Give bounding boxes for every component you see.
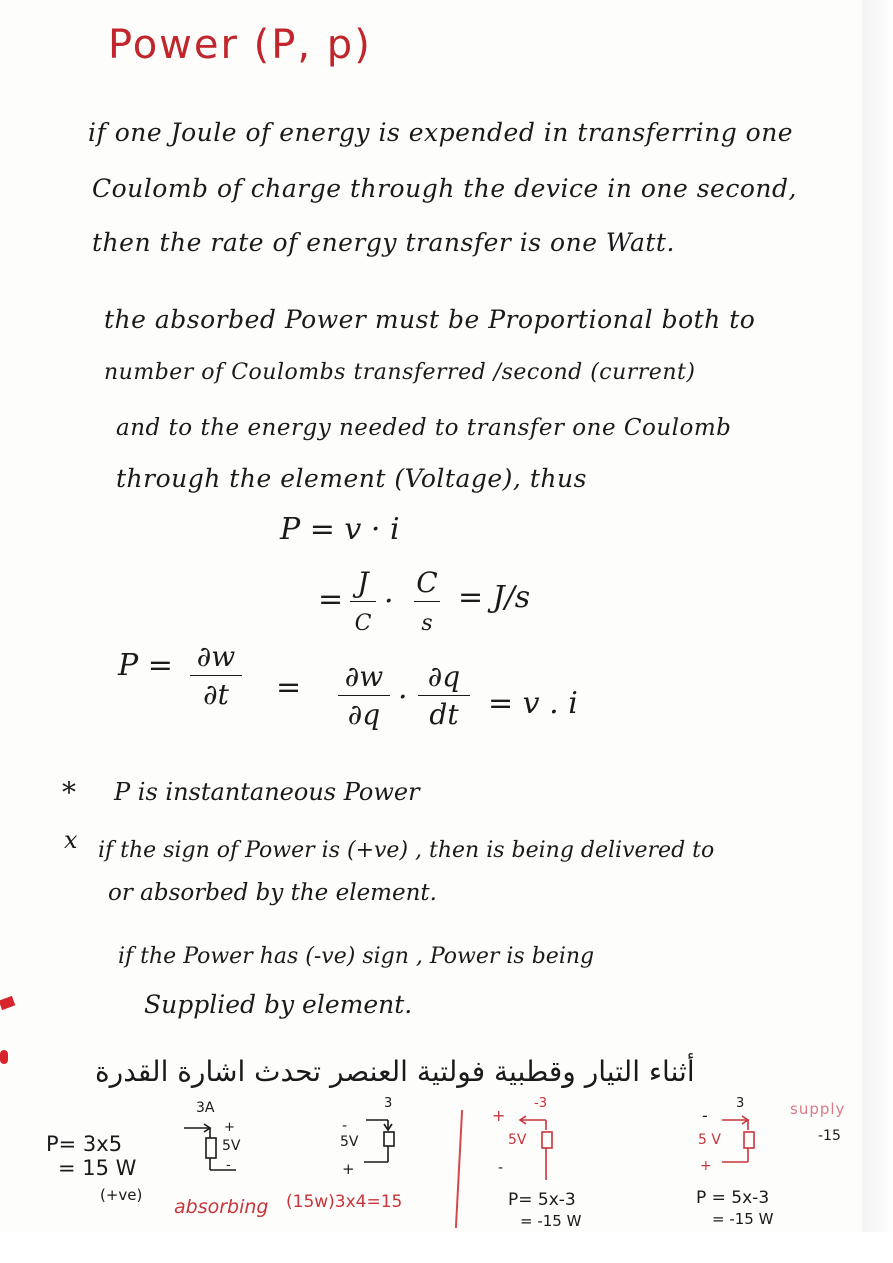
note2-line1: if the sign of Power is (+ve) , then is being delivered to: [98, 838, 715, 863]
paragraph1-line1: if one Joule of energy is expended in transferring one: [88, 118, 794, 147]
circuit3-minus: -: [498, 1160, 504, 1176]
circuit4-plus: +: [700, 1158, 712, 1174]
eq3-f2-den: ∂q: [347, 698, 381, 731]
eq3-equals: =: [276, 670, 302, 705]
note1-bullet: *: [62, 776, 76, 809]
circuit1-minus: -: [226, 1158, 231, 1173]
eq2-equals: =: [318, 582, 344, 617]
eq2-f1-num: J: [357, 566, 369, 599]
page-title: Power (P, p): [108, 22, 372, 68]
absorbing-calc: (15w)3x4=15: [286, 1192, 403, 1212]
page-edge: [862, 0, 893, 1263]
example4-calc-line2: = -15 W: [712, 1210, 774, 1228]
eq3-f2-num: ∂w: [344, 660, 384, 693]
eq2-result: = J/s: [458, 580, 531, 615]
note1-text: P is instantaneous Power: [114, 778, 420, 806]
example1-calc-line2: = 15 W: [58, 1156, 137, 1180]
circuit1-plus: +: [224, 1120, 235, 1135]
example3-calc-line1: P= 5x-3: [508, 1190, 576, 1210]
eq2-fraction-j-over-c: [350, 566, 376, 637]
circuit2-minus: -: [342, 1118, 348, 1134]
absorbing-note: absorbing: [174, 1196, 269, 1218]
note2-line2: or absorbed by the element.: [108, 880, 437, 906]
eq3-f3-num: ∂q: [427, 660, 461, 693]
eq3-result: = v . i: [488, 686, 578, 721]
example1-sign: (+ve): [100, 1186, 143, 1204]
paragraph1-line3: then the rate of energy transfer is one Watt.: [92, 228, 675, 257]
circuit4-minus: -: [702, 1106, 708, 1125]
eq2-f1-den: C: [354, 611, 372, 636]
example3-calc-line2: = -15 W: [520, 1212, 582, 1230]
paragraph2-line2: number of Coulombs transferred /second (current): [104, 360, 696, 385]
eq2-dot: ·: [384, 584, 394, 619]
note3-line2: Supplied by element.: [144, 990, 413, 1019]
paragraph2-line4: through the element (Voltage), thus: [116, 464, 587, 493]
eq2-f2-num: C: [416, 566, 438, 599]
paragraph1-line2: Coulomb of charge through the device in one second,: [92, 174, 797, 203]
circuit2-current: 3: [384, 1096, 393, 1111]
note3-line1: if the Power has (-ve) sign , Power is being: [118, 944, 595, 969]
circuit2-voltage: 5V: [340, 1134, 359, 1150]
circuit1-diagram: [176, 1110, 266, 1190]
eq3-fraction-dq-dt: [418, 660, 470, 731]
paragraph2-line1: the absorbed Power must be Proportional both to: [104, 305, 756, 334]
circuit3-voltage: 5V: [508, 1132, 527, 1148]
eq3-fraction-dw-dq: [338, 660, 390, 731]
circuit4-current: 3: [736, 1096, 745, 1111]
margin-mark-bottom: [0, 1050, 8, 1064]
circuit3-plus: +: [492, 1106, 506, 1125]
supply-value: -15: [818, 1128, 841, 1144]
circuit4-voltage: 5 V: [698, 1132, 721, 1148]
page-margin-bottom: [0, 1232, 893, 1263]
eq2-fraction-c-over-s: [414, 566, 440, 637]
eq2-f2-den: s: [421, 611, 433, 636]
eq3-f3-den: dt: [429, 698, 459, 731]
circuit1-current: 3A: [196, 1100, 215, 1116]
paragraph2-line3: and to the energy needed to transfer one Coulomb: [116, 415, 732, 441]
eq3-fraction-dw-dt: [190, 640, 242, 711]
example4-calc-line1: P = 5x-3: [696, 1188, 770, 1208]
eq3-dot: ·: [398, 680, 408, 715]
arabic-sign-rule: أثناء التيار وقطبية فولتية العنصر تحدث اشارة القدرة: [95, 1055, 695, 1088]
circuit3-current: -3: [534, 1096, 547, 1111]
circuit1-voltage: 5V: [222, 1138, 241, 1154]
circuit2-plus: +: [342, 1160, 355, 1178]
note2-bullet: x: [64, 826, 78, 854]
supply-label: supply: [790, 1100, 846, 1118]
eq3-f1-num: ∂w: [196, 640, 236, 673]
equation-p-equals-vi: P = v · i: [280, 512, 400, 547]
eq3-lhs: P =: [118, 648, 173, 683]
eq3-f1-den: ∂t: [203, 678, 229, 711]
example1-calc-line1: P= 3x5: [46, 1132, 123, 1156]
